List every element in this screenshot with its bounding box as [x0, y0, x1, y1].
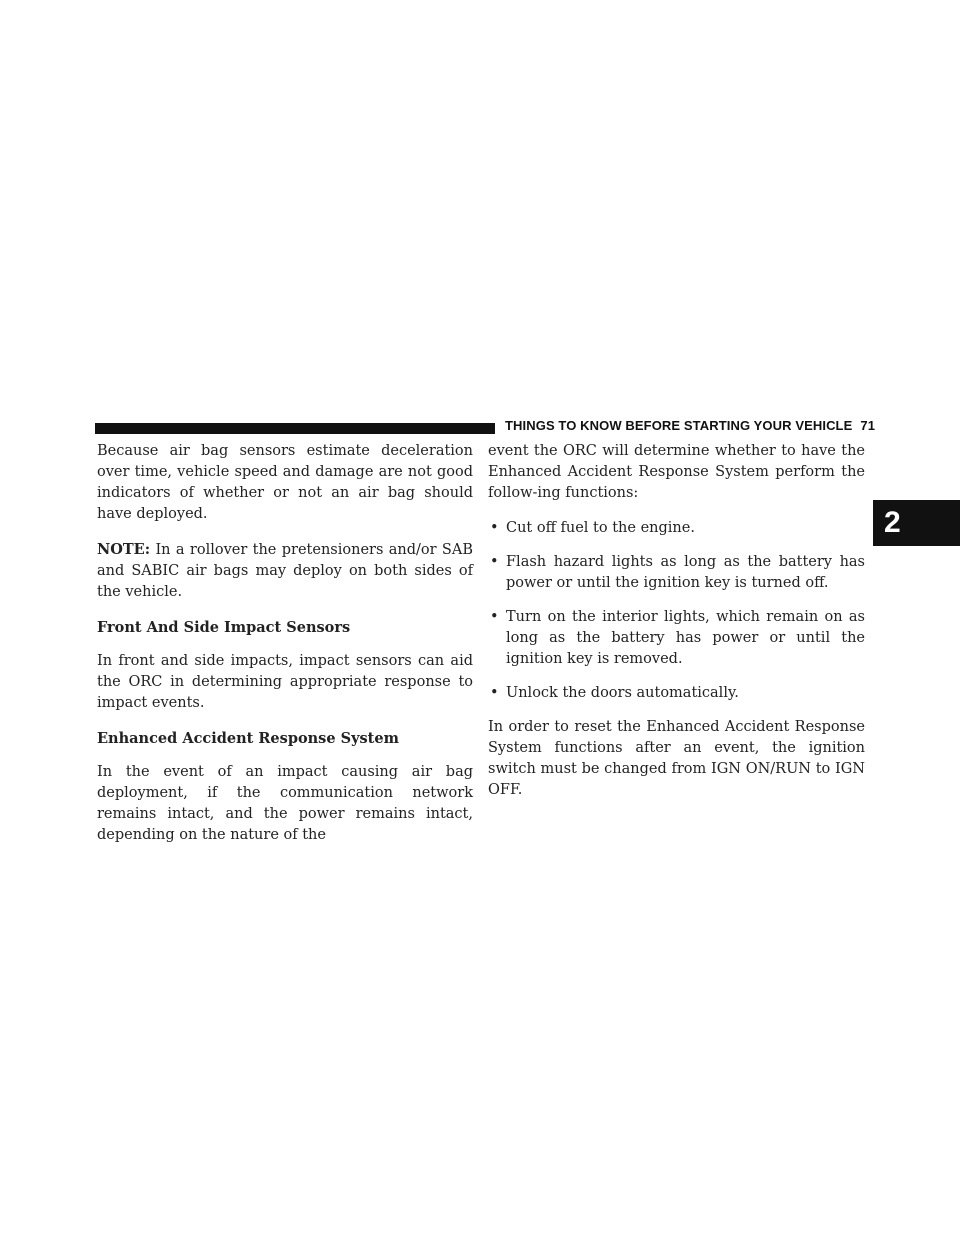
page-number: 71 — [860, 418, 876, 433]
paragraph-reset: In order to reset the Enhanced Accident Response System functions after an event, the ignition switch must be changed from IGN ON/RUN to IGN OFF. — [488, 719, 865, 798]
note-label: NOTE: — [97, 541, 151, 558]
bullet-icon: • — [490, 685, 499, 701]
paragraph-impact-sensors: In front and side impacts, impact sensors can aid the ORC in determining appropriate response to impact events. — [97, 653, 473, 711]
chapter-tab: 2 — [873, 500, 960, 546]
list-item-text: Turn on the interior lights, which remain on as long as the battery has power or until the ignition key is removed. — [506, 609, 865, 667]
list-item — [488, 683, 865, 704]
list-item — [488, 552, 865, 594]
heading-accident-response: Enhanced Accident Response System — [97, 730, 399, 747]
right-column — [488, 441, 865, 815]
list-item-text: Flash hazard lights as long as the battery has power or until the ignition key is turned off. — [506, 554, 865, 591]
list-item-text: Unlock the doors automatically. — [506, 685, 739, 701]
note-text: In a rollover the pretensioners and/or SAB and SABIC air bags may deploy on both sides of the vehicle. — [97, 542, 473, 600]
note-paragraph — [97, 539, 473, 603]
bullet-icon: • — [490, 609, 499, 625]
list-item — [488, 607, 865, 670]
paragraph-orc-functions: event the ORC will determine whether to have the Enhanced Accident Response System perform the follow-ing functions: — [488, 443, 865, 501]
heading-impact-sensors: Front And Side Impact Sensors — [97, 619, 351, 636]
header-title: THINGS TO KNOW BEFORE STARTING YOUR VEHICLE — [505, 418, 853, 433]
functions-list — [488, 518, 865, 704]
left-column — [97, 441, 473, 860]
paragraph-accident-response: In the event of an impact causing air bag deployment, if the communication network remains intact, and the power remains intact, depending on the nature of the — [97, 764, 473, 843]
paragraph-deceleration: Because air bag sensors estimate deceleration over time, vehicle speed and damage are not good indicators of whether or not an air bag should have deployed. — [97, 443, 473, 522]
bullet-icon: • — [490, 554, 499, 570]
list-item-text: Cut off fuel to the engine. — [506, 520, 695, 536]
bullet-icon: • — [490, 520, 499, 536]
running-header — [505, 418, 876, 433]
header-rule-bar — [95, 423, 495, 434]
list-item — [488, 518, 865, 539]
